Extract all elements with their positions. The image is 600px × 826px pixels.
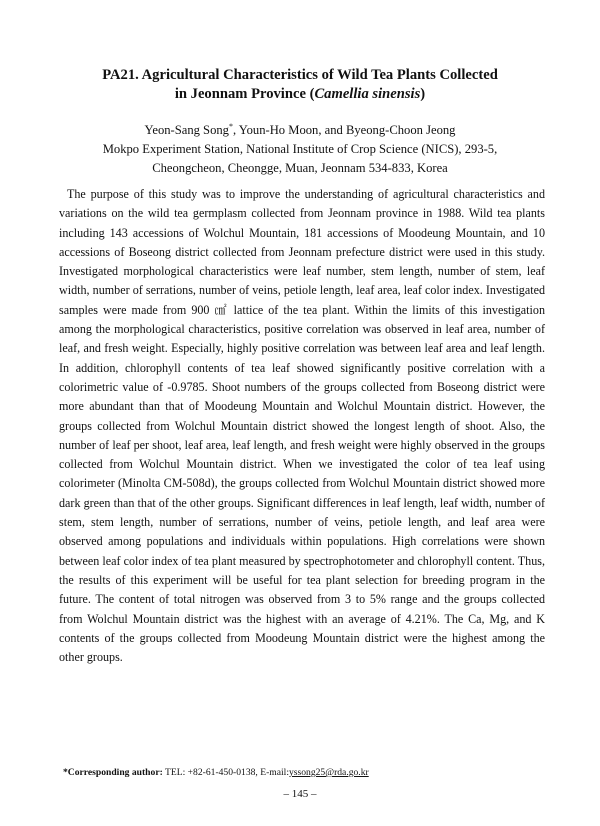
title-line-1: PA21. Agricultural Characteristics of Wild Tea Plants Collected bbox=[102, 67, 498, 83]
paper-title bbox=[40, 66, 560, 104]
scientific-name: Camellia sinensis bbox=[314, 86, 421, 102]
page-number: – 145 – bbox=[283, 788, 317, 800]
corresponding-author bbox=[63, 767, 369, 779]
abstract-body: The purpose of this study was to improve the understanding of agricultural characteristics and variations on the wild tea germplasm collected from Jeonnam province in 1988. Wild tea plants including 143 accessions of Wolchul Mountain, 181 accessions of Moodeung Mountain, and 10 accessions of Boseong district collected from Jeonnam prefecture district were used in this study. Investigated morphological characteristics were leaf number, stem length, number of stem, leaf width, number of serrations, number of veins, petiole length, leaf area, leaf color index. Investigated samples were made from 900 ㎠ lattice of the tea plant. Within the limits of this investigation among the morphological characteristics, positive correlation was observed in leaf area, number of leaf, and fresh weight. Especially, highly positive correlation was between leaf area and leaf length. In addition, chlorophyll contents of tea leaf showed significantly positive correlation with a colorimetric value of -0.9785. Shoot numbers of the groups collected from Boseong district were more abundant than that of Moodeung Mountain and Wolchul Mountain district. However, the groups collected from Wolchul Mountain district showed the longest length of shoot. Also, the number of leaf per shoot, leaf area, leaf length, and fresh weight were highly observed in the groups collected from Wolchul Mountain district. When we investigated the color of tea leaf using colorimeter (Minolta CM-508d), the groups collected from Wolchul Mountain district showed more dark green than that of the other groups. Significant differences in leaf length, leaf width, number of stem, stem length, number of serrations, number of veins, petiole length, and leaf area were observed among populations and individuals within populations. High correlations were shown between leaf color index of tea plant measured by spectrophotometer and chlorophyll content. Thus, the results of this experiment will be useful for tea plant selection for breeding program in the future. The content of total nitrogen was observed from 3 to 5% range and the groups collected from Wolchul Mountain district was the highest with an average of 4.21%. The Ca, Mg, and K contents of the groups collected from Moodeung Mountain district were the highest among the other groups. bbox=[59, 187, 545, 665]
corresponding-mark: * bbox=[228, 122, 233, 131]
affiliation-line-2: Cheongcheon, Cheongge, Muan, Jeonnam 534-833, Korea bbox=[152, 161, 448, 175]
affiliation bbox=[30, 140, 570, 178]
title-suffix: ) bbox=[420, 86, 426, 102]
author-list bbox=[30, 121, 570, 140]
corresponding-label: *Corresponding author: bbox=[63, 767, 163, 778]
affiliation-line-1: Mokpo Experiment Station, National Institute of Crop Science (NICS), 293-5, bbox=[102, 142, 498, 156]
title-prefix: in Jeonnam Province ( bbox=[174, 86, 315, 102]
other-authors: , Youn-Ho Moon, and Byeong-Choon Jeong bbox=[232, 123, 456, 137]
email-link[interactable]: yssong25@rda.go.kr bbox=[288, 767, 369, 778]
first-author: Yeon-Sang Song bbox=[144, 123, 229, 137]
corresponding-contact: TEL: +82-61-450-0138, E-mail: bbox=[162, 767, 289, 778]
title-line-2 bbox=[40, 85, 560, 104]
